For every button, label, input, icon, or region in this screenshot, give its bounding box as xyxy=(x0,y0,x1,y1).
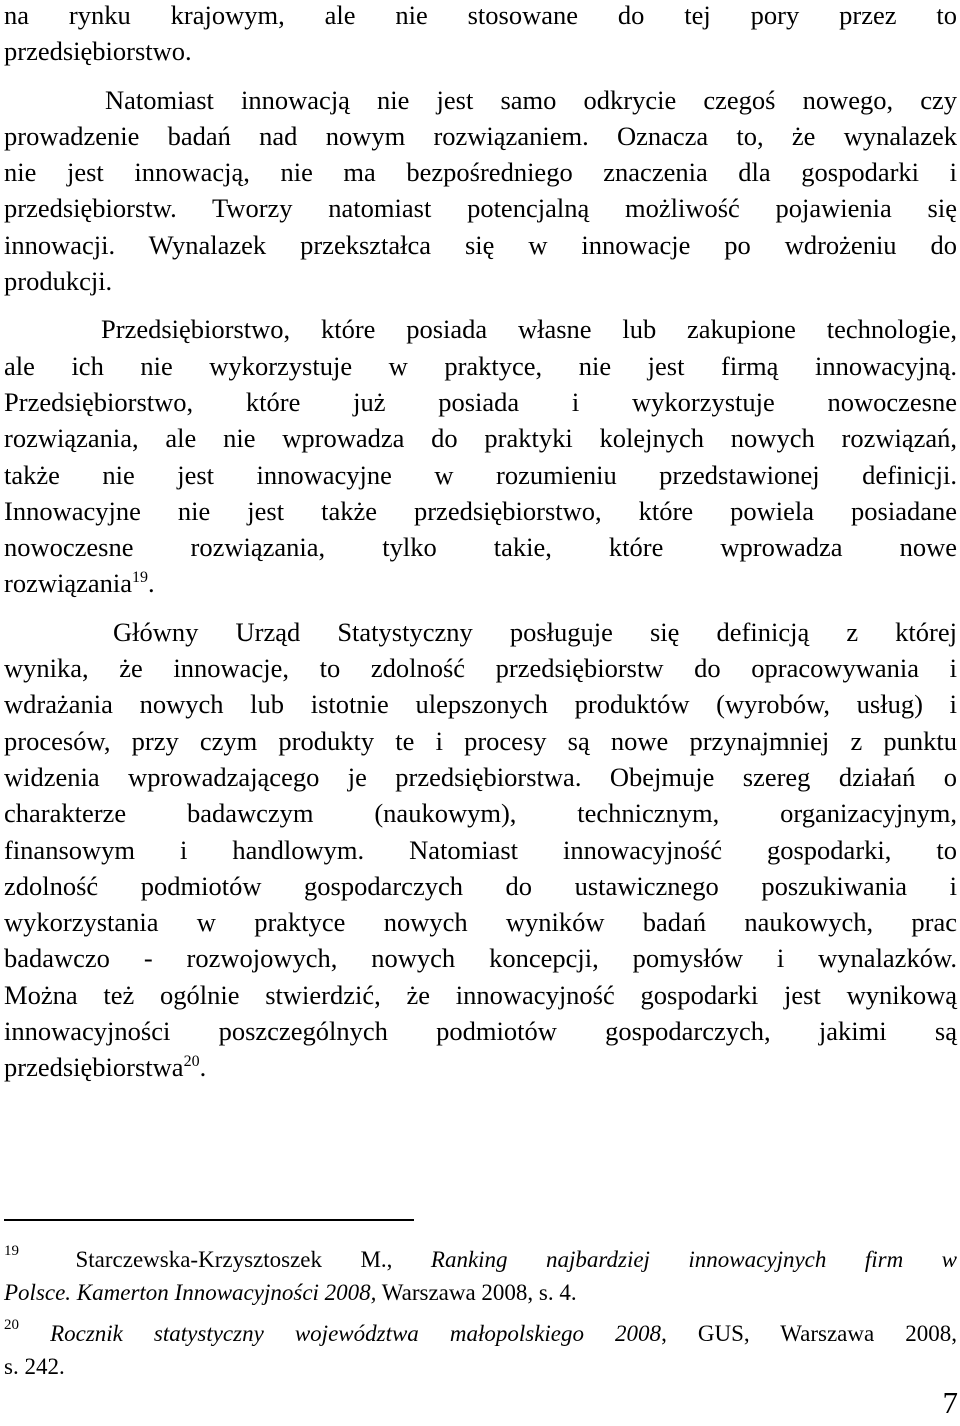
footnote-line xyxy=(4,1276,957,1309)
footnotes xyxy=(4,1243,957,1383)
text-line: Innowacyjne nie jest także przedsiębiorstwo, które powiela posiadane xyxy=(4,495,957,526)
footnote-title: Rocznik statystyczny województwa małopolskiego 2008 xyxy=(50,1321,662,1346)
footnote-number: 20 xyxy=(4,1317,19,1333)
text-line: charakterze badawczym (naukowym), technicznym, organizacyjnym, xyxy=(4,798,957,829)
text-line: Przedsiębiorstwo, które już posiada i wykorzystuje nowoczesne xyxy=(4,386,957,417)
body-text xyxy=(4,0,957,1086)
text-line: także nie jest innowacyjne w rozumieniu przedstawionej definicji. xyxy=(4,459,957,490)
footnote-ref[interactable]: 20 xyxy=(183,1053,200,1071)
text-line: rozwiązania, ale nie wprowadza do praktyki kolejnych nowych rozwiązań, xyxy=(4,423,957,454)
footnote-title: Polsce. Kamerton Innowacyjności 2008, xyxy=(4,1280,377,1305)
text-line xyxy=(4,1049,957,1085)
text-span: . xyxy=(148,568,155,599)
text-line: prowadzenie badań nad nowym rozwiązaniem. Oznacza to, że wynalazek xyxy=(4,120,957,151)
footnote-number: 19 xyxy=(4,1243,19,1259)
text-line: wdrażania nowych lub istotnie ulepszonych produktów (wyrobów, usług) i xyxy=(4,689,957,720)
footnote-line xyxy=(4,1317,957,1350)
text-line: zdolność podmiotów gospodarczych do ustawicznego poszukiwania i xyxy=(4,870,957,901)
footnote-line xyxy=(4,1243,957,1276)
text-line: Główny Urząd Statystyczny posługuje się definicją z której xyxy=(113,616,957,647)
text-span: . xyxy=(199,1052,207,1083)
text-line: badawczo - rozwojowych, nowych koncepcji, pomysłów i wynalazków. xyxy=(4,943,957,974)
text-line: przedsiębiorstw. Tworzy natomiast potencjalną możliwość pojawienia się xyxy=(4,193,957,224)
text-span: rozwiązania xyxy=(4,568,132,599)
paragraph xyxy=(4,82,957,300)
text-line: procesów, przy czym produkty te i procesy są nowe przynajmniej z punktu xyxy=(4,725,957,756)
text-line: wynika, że innowacje, to zdolność przedsiębiorstw do opracowywania i xyxy=(4,653,957,684)
text-line: przedsiębiorstwo. xyxy=(4,36,192,67)
footnote-author: Starczewska-Krzysztoszek M., xyxy=(75,1247,431,1272)
paragraph xyxy=(4,0,957,70)
text-line: Przedsiębiorstwo, które posiada własne lub zakupione technologie, xyxy=(101,314,957,345)
text-line: innowacyjności poszczególnych podmiotów gospodarczych, jakimi są xyxy=(4,1016,957,1047)
text-line: nowoczesne rozwiązania, tylko takie, które wprowadza nowe xyxy=(4,532,957,563)
paragraph xyxy=(4,311,957,601)
page-number: 7 xyxy=(942,1385,958,1420)
text-line: nie jest innowacją, nie ma bezpośredniego znaczenia dla gospodarki i xyxy=(4,157,957,188)
footnote-19 xyxy=(4,1243,957,1309)
text-line: Można też ogólnie stwierdzić, że innowacyjność gospodarki jest wynikową xyxy=(4,979,957,1010)
footnote-line: s. 242. xyxy=(4,1354,65,1379)
paragraph xyxy=(4,614,957,1086)
text-line: produkcji. xyxy=(4,266,113,297)
text-line: Natomiast innowacją nie jest samo odkrycie czegoś nowego, czy xyxy=(105,84,957,115)
text-line: na rynku krajowym, ale nie stosowane do tej pory przez to xyxy=(4,0,957,30)
text-line: finansowym i handlowym. Natomiast innowacyjność gospodarki, to xyxy=(4,834,957,865)
footnote-20 xyxy=(4,1317,957,1383)
text-line: ale ich nie wykorzystuje w praktyce, nie jest firmą innowacyjną. xyxy=(4,350,957,381)
text-span: przedsiębiorstwa xyxy=(4,1052,184,1083)
text-line xyxy=(4,565,957,601)
footnote-title: Ranking najbardziej innowacyjnych firm w xyxy=(430,1247,958,1272)
footnote-text: Warszawa 2008, s. 4. xyxy=(376,1280,577,1305)
text-line: innowacji. Wynalazek przekształca się w innowacje po wdrożeniu do xyxy=(4,229,957,260)
text-line: wykorzystania w praktyce nowych wyników badań naukowych, prac xyxy=(4,907,957,938)
footnote-ref[interactable]: 19 xyxy=(132,569,148,587)
footnote-text: , GUS, Warszawa 2008, xyxy=(661,1321,957,1346)
footnote-separator xyxy=(4,1219,414,1221)
text-line: widzenia wprowadzającego je przedsiębiorstwa. Obejmuje szereg działań o xyxy=(4,761,957,792)
